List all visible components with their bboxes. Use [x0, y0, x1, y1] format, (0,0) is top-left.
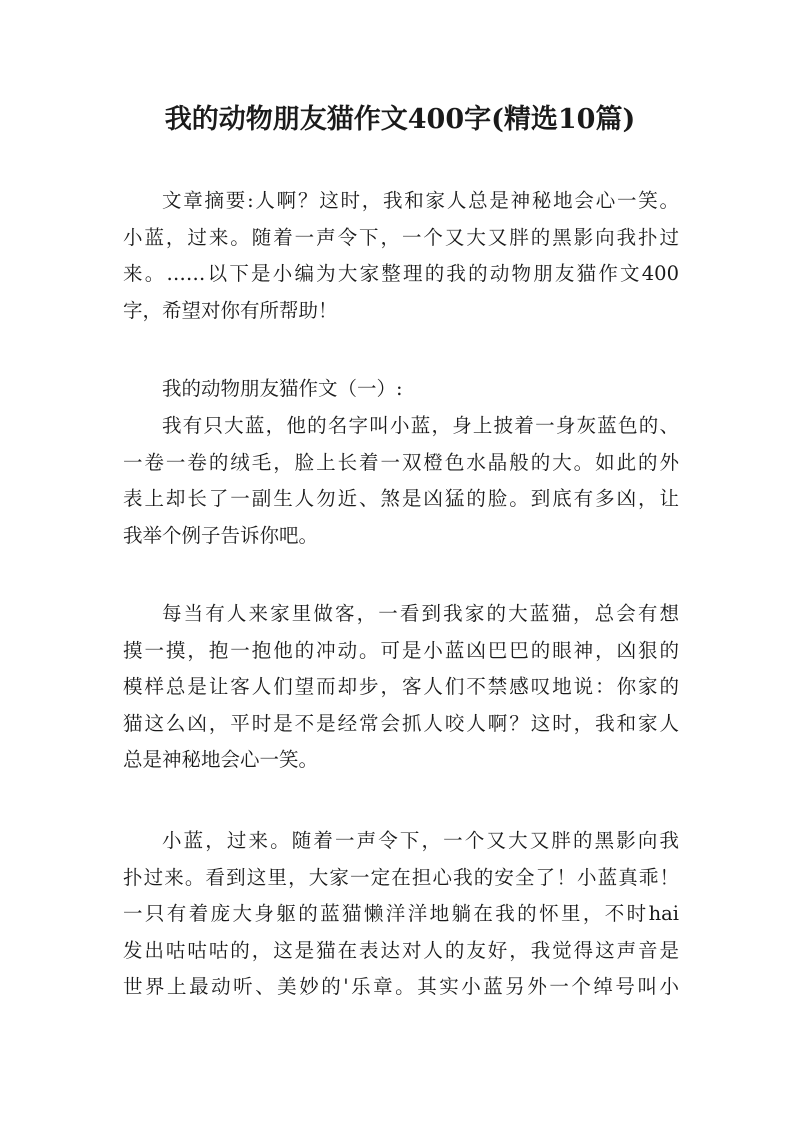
- paragraph-line: 扑过来。看到这里，大家一定在担心我的安全了！小蓝真乖！: [123, 865, 679, 889]
- paragraph-line: 我有只大蓝，他的名字叫小蓝，身上披着一身灰蓝色的、: [162, 414, 679, 437]
- abstract-line: 文章摘要:人啊？这时，我和家人总是神秘地会心一笑。: [162, 189, 679, 212]
- paragraph-line: 每当有人来家里做客，一看到我家的大蓝猫，总会有想: [162, 602, 679, 625]
- paragraph-line: 总是神秘地会心一笑。: [123, 748, 319, 772]
- body-paragraph-3: [123, 823, 679, 1006]
- paragraph-line: 发出咕咕咕的，这是猫在表达对人的友好，我觉得这声音是: [123, 938, 679, 962]
- body-paragraph-2: [123, 596, 679, 779]
- paragraph-line: 表上却长了一副生人勿近、煞是凶猛的脸。到底有多凶，让: [123, 487, 679, 511]
- abstract-line: 来。……以下是小编为大家整理的我的动物朋友猫作文400: [123, 262, 679, 286]
- section-heading-block: [123, 371, 679, 408]
- section-heading: 我的动物朋友猫作文（一）:: [162, 377, 403, 400]
- abstract-line: 字，希望对你有所帮助！: [123, 298, 338, 322]
- page-title: 我的动物朋友猫作文400字(精选10篇): [164, 104, 636, 135]
- paragraph-line: 世界上最动听、美妙的'乐章。其实小蓝另外一个绰号叫小: [123, 975, 679, 999]
- abstract-paragraph: [123, 183, 679, 329]
- body-paragraph-1: [123, 408, 679, 554]
- paragraph-line: 一只有着庞大身躯的蓝猫懒洋洋地躺在我的怀里，不时hai: [123, 902, 679, 926]
- paragraph-line: 摸一摸，抱一抱他的冲动。可是小蓝凶巴巴的眼神，凶狠的: [123, 638, 679, 662]
- abstract-line: 小蓝，过来。随着一声令下，一个又大又胖的黑影向我扑过: [123, 225, 679, 249]
- paragraph-line: 猫这么凶，平时是不是经常会抓人咬人啊？这时，我和家人: [123, 711, 679, 735]
- paragraph-line: 小蓝，过来。随着一声令下，一个又大又胖的黑影向我: [162, 829, 679, 852]
- paragraph-line: 一卷一卷的绒毛，脸上长着一双橙色水晶般的大。如此的外: [123, 450, 679, 474]
- paragraph-line: 我举个例子告诉你吧。: [123, 523, 319, 547]
- paragraph-line: 模样总是让客人们望而却步，客人们不禁感叹地说：你家的: [123, 675, 679, 699]
